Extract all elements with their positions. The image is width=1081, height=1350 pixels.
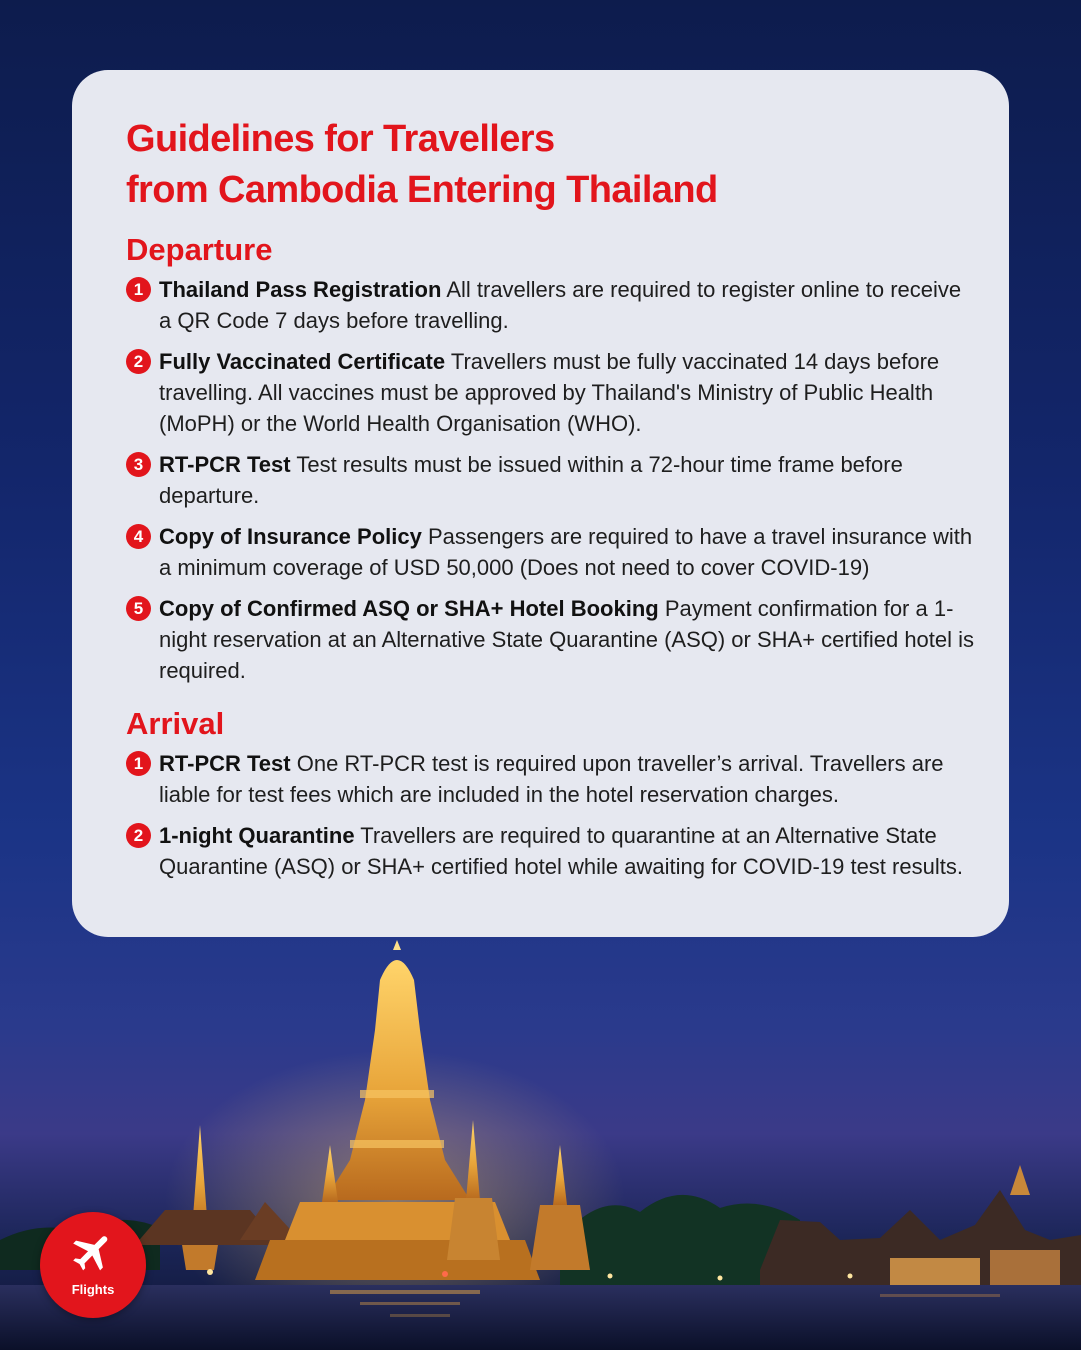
light bbox=[848, 1274, 853, 1279]
guidelines-card bbox=[72, 70, 1009, 937]
reflection bbox=[360, 1302, 460, 1305]
light bbox=[442, 1271, 448, 1277]
departure-item bbox=[126, 449, 979, 511]
arrival-list bbox=[126, 748, 979, 882]
main-prang-tier bbox=[350, 1140, 444, 1148]
airplane-icon bbox=[69, 1228, 117, 1276]
departure-list bbox=[126, 274, 979, 686]
departure-item bbox=[126, 346, 979, 439]
number-badge: 4 bbox=[126, 524, 151, 549]
item-title: Copy of Confirmed ASQ or SHA+ Hotel Booking bbox=[159, 596, 659, 621]
item-text: All travellers are required to register online to receive a QR Code 7 days before travelling. bbox=[159, 277, 962, 333]
departure-item bbox=[126, 274, 979, 336]
item-text: Travellers must be fully vaccinated 14 days before travelling. All vaccines must be approved by Thailand's Ministry of Public Health (MoPH) or the World Health Organisation (WHO). bbox=[159, 349, 940, 436]
item-text: Passengers are required to have a travel insurance with a minimum coverage of USD 50,000 (Does not need to cover COVID-19) bbox=[159, 524, 973, 580]
reflection bbox=[880, 1294, 1000, 1297]
satellite-base bbox=[447, 1198, 500, 1260]
item-title: Copy of Insurance Policy bbox=[159, 524, 422, 549]
flights-badge bbox=[40, 1212, 146, 1318]
page-title bbox=[126, 114, 979, 216]
light bbox=[608, 1274, 613, 1279]
departure-heading: Departure bbox=[126, 232, 273, 267]
light bbox=[718, 1276, 723, 1281]
light bbox=[207, 1269, 213, 1275]
flights-label: Flights bbox=[71, 1282, 115, 1297]
item-title: Fully Vaccinated Certificate bbox=[159, 349, 446, 374]
right-lit-building bbox=[990, 1250, 1060, 1286]
right-pagoda bbox=[1010, 1165, 1030, 1195]
number-badge: 3 bbox=[126, 452, 151, 477]
satellite-base bbox=[530, 1205, 590, 1270]
title-line-1: Guidelines for Travellers bbox=[126, 118, 555, 160]
item-title: 1-night Quarantine bbox=[159, 823, 355, 848]
number-badge: 2 bbox=[126, 349, 151, 374]
number-badge: 1 bbox=[126, 751, 151, 776]
departure-item bbox=[126, 593, 979, 686]
main-prang-tier bbox=[360, 1090, 434, 1098]
item-text: One RT-PCR test is required upon traveller’s arrival. Travellers are liable for test fees which are included in the hotel reservation charges. bbox=[159, 751, 944, 807]
reflection bbox=[330, 1290, 480, 1294]
arrival-item bbox=[126, 748, 979, 810]
item-text: Test results must be issued within a 72-hour time frame before departure. bbox=[159, 452, 903, 508]
right-lit-building bbox=[890, 1258, 980, 1286]
item-text: Payment confirmation for a 1-night reservation at an Alternative State Quarantine (ASQ) or SHA+ certified hotel is required. bbox=[159, 596, 975, 683]
title-line-2: from Cambodia Entering Thailand bbox=[126, 169, 718, 211]
main-prang-spire bbox=[393, 940, 401, 950]
item-title: RT-PCR Test bbox=[159, 452, 291, 477]
number-badge: 2 bbox=[126, 823, 151, 848]
reflection bbox=[390, 1314, 450, 1317]
number-badge: 1 bbox=[126, 277, 151, 302]
item-title: Thailand Pass Registration bbox=[159, 277, 442, 302]
temple-night-scene bbox=[0, 940, 1081, 1350]
item-title: RT-PCR Test bbox=[159, 751, 291, 776]
departure-item bbox=[126, 521, 979, 583]
arrival-item bbox=[126, 820, 979, 882]
arrival-heading: Arrival bbox=[126, 706, 225, 741]
number-badge: 5 bbox=[126, 596, 151, 621]
item-text: Travellers are required to quarantine at an Alternative State Quarantine (ASQ) or SHA+ certified hotel while awaiting for COVID-19 test results. bbox=[159, 823, 963, 879]
